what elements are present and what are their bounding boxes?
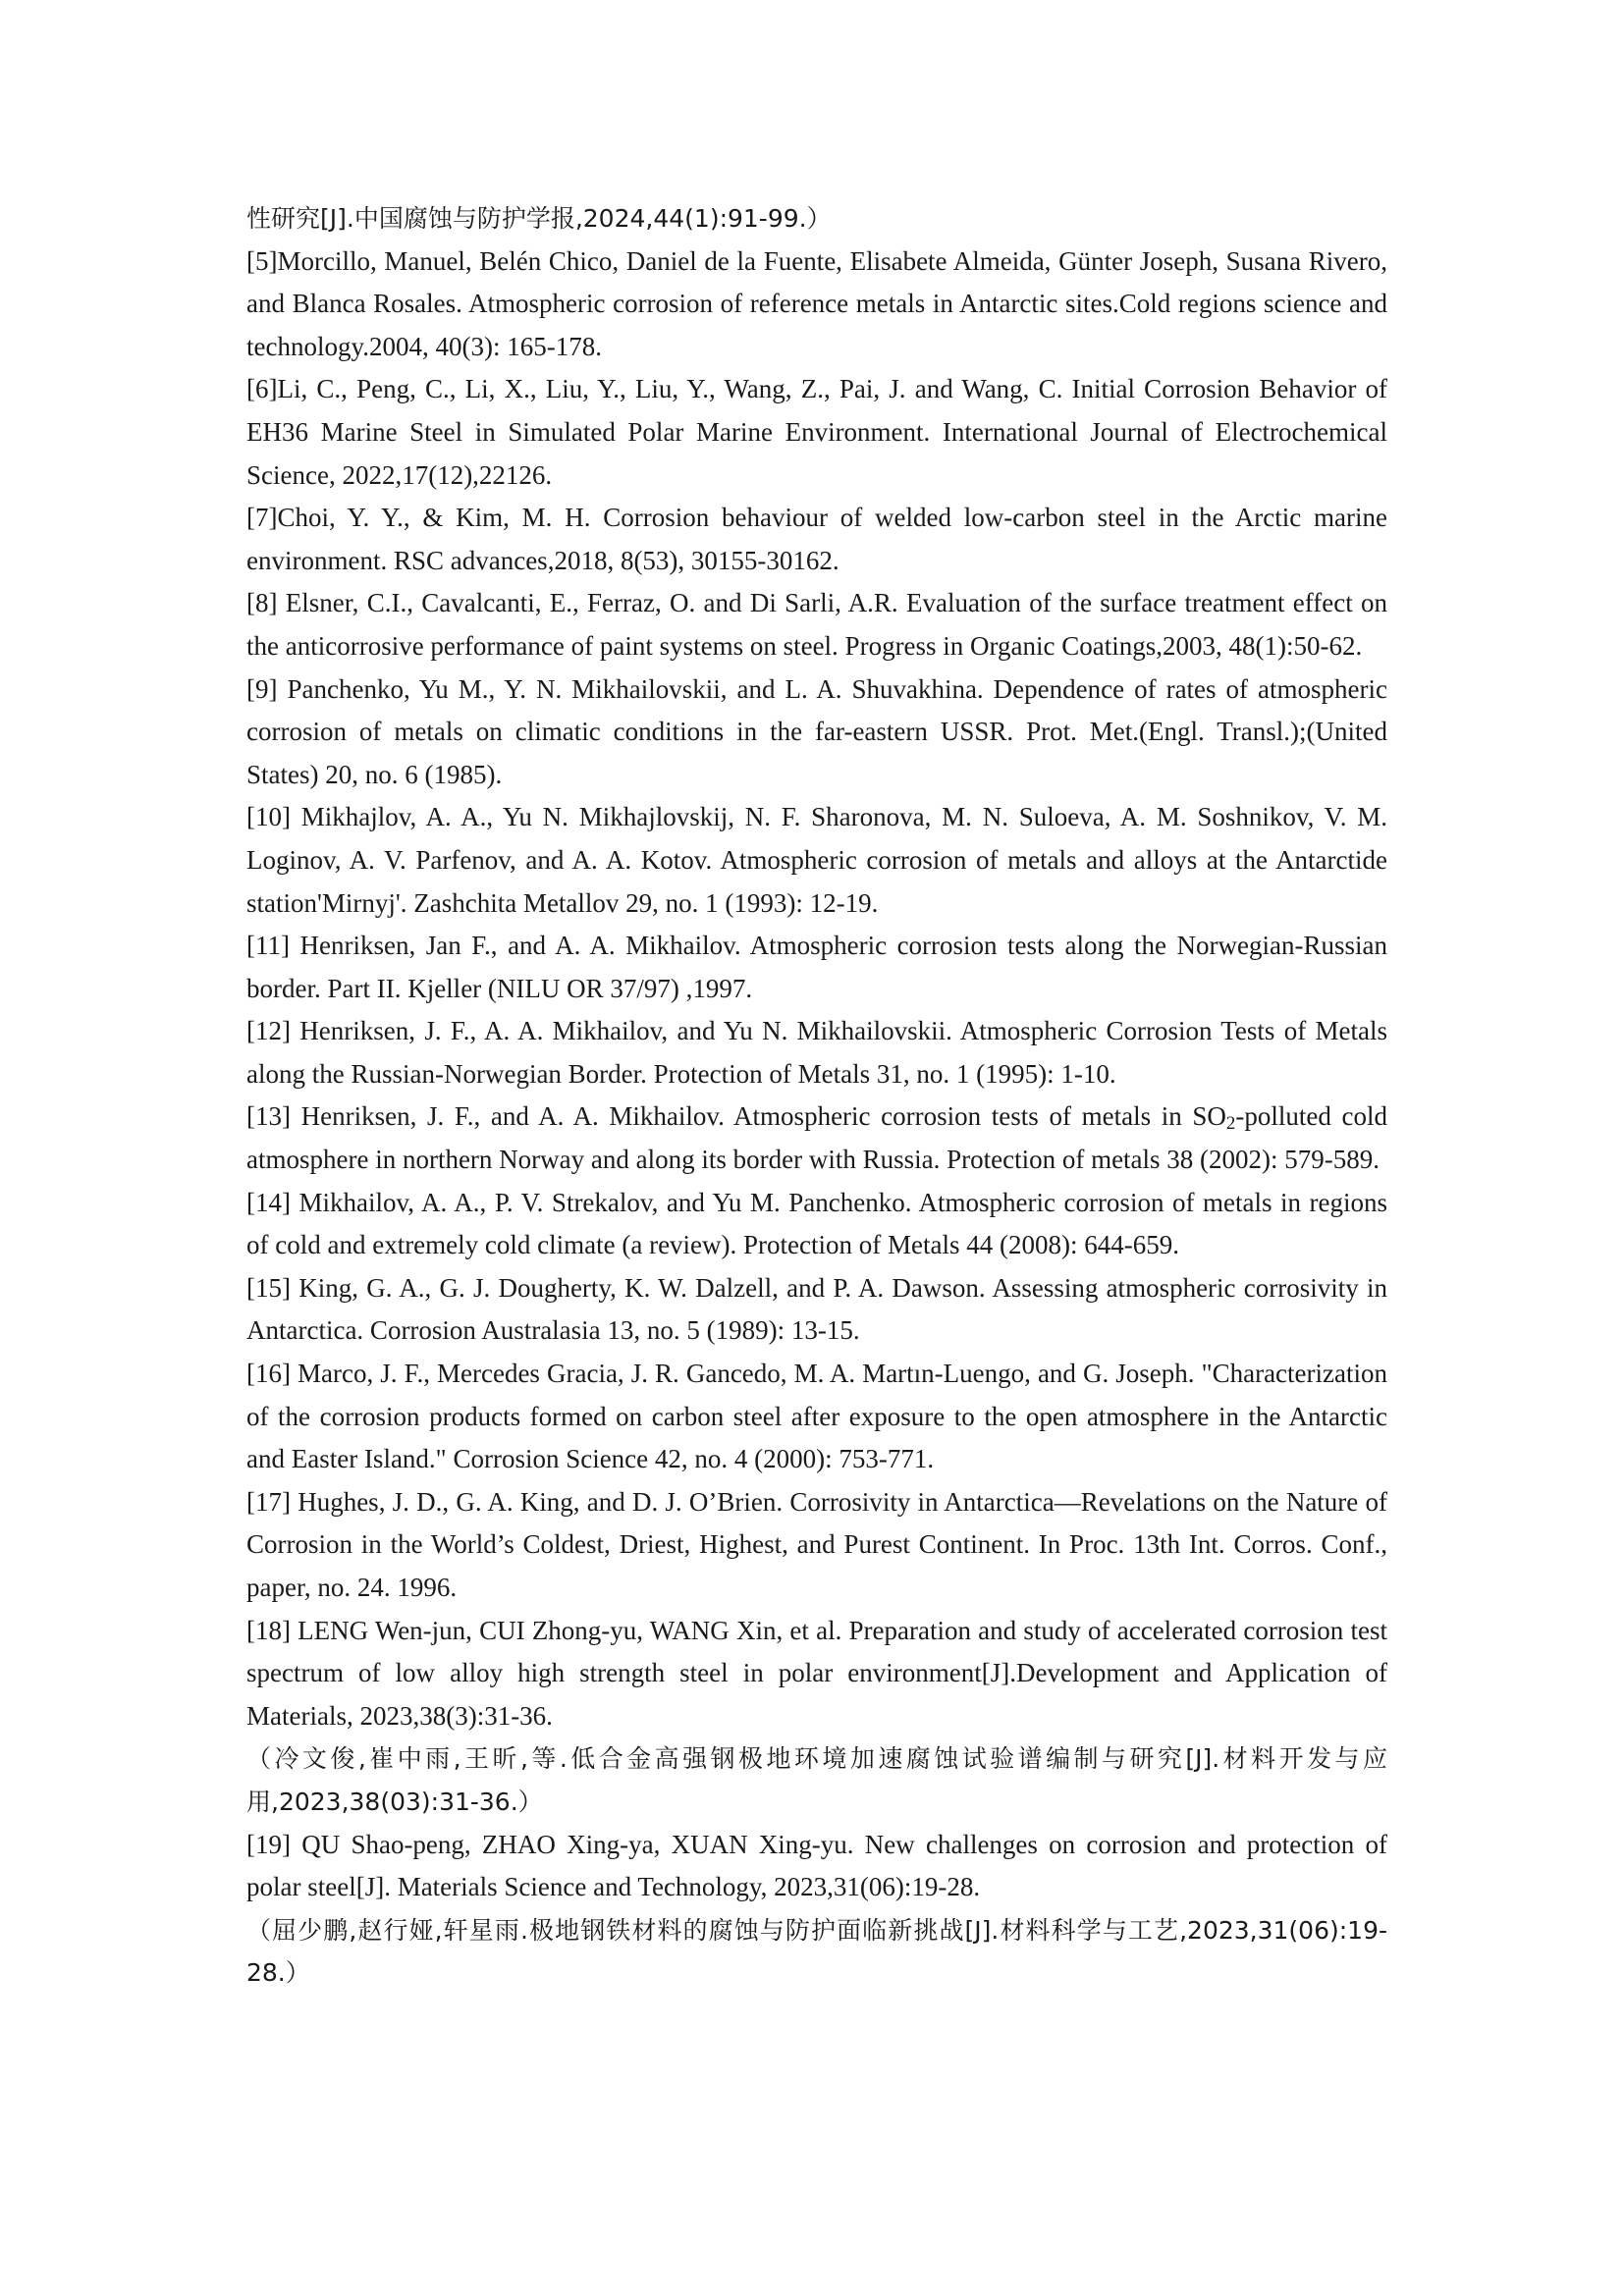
reference-17: [17] Hughes, J. D., G. A. King, and D. J. O’Brien. Corrosivity in Antarctica—Revelations on the Nature of Corrosion in the World’s Coldest, Driest, Highest, and Purest Continent. In Proc. 13th Int. Corros. Conf., paper, no. 24. 1996. <box>246 1486 1387 1602</box>
reference-6: [6]Li, C., Peng, C., Li, X., Liu, Y., Liu, Y., Wang, Z., Pai, J. and Wang, C. Initial Corrosion Behavior of EH36 Marine Steel in Simulated Polar Marine Environment. International Journal of Electrochemical Science, 2022,17(12),22126. <box>246 374 1387 490</box>
so2-subscript: 2 <box>1225 1113 1236 1135</box>
reference-13 <box>246 1095 1387 1181</box>
reference-7: [7]Choi, Y. Y., & Kim, M. H. Corrosion behaviour of welded low-carbon steel in the Arctic marine environment. RSC advances,2018, 8(53), 30155-30162. <box>246 503 1387 575</box>
reference-12: [12] Henriksen, J. F., A. A. Mikhailov, and Yu N. Mikhailovskii. Atmospheric Corrosion Tests of Metals along the Russian-Norwegian Border. Protection of Metals 31, no. 1 (1995): 1-10. <box>246 1016 1387 1089</box>
reference-18: [18] LENG Wen-jun, CUI Zhong-yu, WANG Xin, et al. Preparation and study of accelerated corrosion test spectrum of low alloy high strength steel in polar environment[J].Development and Application of Materials, 2023,38(3):31-36. <box>246 1615 1387 1731</box>
reference-4-chinese-continuation: 性研究[J].中国腐蚀与防护学报,2024,44(1):91-99.） <box>246 204 832 233</box>
reference-15: [15] King, G. A., G. J. Dougherty, K. W. Dalzell, and P. A. Dawson. Assessing atmospheric corrosivity in Antarctica. Corrosion Australasia 13, no. 5 (1989): 13-15. <box>246 1272 1387 1346</box>
reference-10: [10] Mikhajlov, A. A., Yu N. Mikhajlovskij, N. F. Sharonova, M. N. Suloeva, A. M. Soshnikov, V. M. Loginov, A. V. Parfenov, and A. A. Kotov. Atmospheric corrosion of metals and alloys at the Antarctide station'Mirnyj'. Zashchita Metallov 29, no. 1 (1993): 12-19. <box>246 802 1387 918</box>
reference-13-text-start: [13] Henriksen, J. F., and A. A. Mikhailov. Atmospheric corrosion tests of metals in SO <box>246 1101 1226 1132</box>
reference-14: [14] Mikhailov, A. A., P. V. Strekalov, and Yu M. Panchenko. Atmospheric corrosion of metals in regions of cold and extremely cold climate (a review). Protection of Metals 44 (2008): 644-659. <box>246 1187 1387 1260</box>
reference-16: [16] Marco, J. F., Mercedes Gracia, J. R. Gancedo, M. A. Martın-Luengo, and G. Joseph. "Characterization of the corrosion products formed on carbon steel after exposure to the open atmosphere in the Antarctic and Easter Island." Corrosion Science 42, no. 4 (2000): 753-771. <box>246 1359 1387 1474</box>
reference-5: [5]Morcillo, Manuel, Belén Chico, Daniel de la Fuente, Elisabete Almeida, Günter Joseph, Susana Rivero, and Blanca Rosales. Atmospheric corrosion of reference metals in Antarctic sites.Cold regions science and technology.2004, 40(3): 165-178. <box>246 245 1387 361</box>
reference-list <box>246 197 1387 1995</box>
reference-19: [19] QU Shao-peng, ZHAO Xing-ya, XUAN Xing-yu. New challenges on corrosion and protection of polar steel[J]. Materials Science and Technology, 2023,31(06):19-28. <box>246 1829 1387 1902</box>
reference-11: [11] Henriksen, Jan F., and A. A. Mikhailov. Atmospheric corrosion tests along the Norwegian-Russian border. Part II. Kjeller (NILU OR 37/97) ,1997. <box>246 931 1387 1003</box>
reference-18-chinese: （冷文俊,崔中雨,王昕,等.低合金高强钢极地环境加速腐蚀试验谱编制与研究[J].材料开发与应用,2023,38(03):31-36.） <box>246 1744 1387 1816</box>
reference-13-text-end: -polluted cold atmosphere in northern Norway and along its border with Russia. Protection of metals 38 (2002): 579-589. <box>246 1101 1387 1175</box>
reference-19-chinese: （屈少鹏,赵行娅,轩星雨.极地钢铁材料的腐蚀与防护面临新挑战[J].材料科学与工艺,2023,31(06):19-28.） <box>246 1915 1387 1988</box>
reference-9: [9] Panchenko, Yu M., Y. N. Mikhailovskii, and L. A. Shuvakhina. Dependence of rates of atmospheric corrosion of metals on climatic conditions in the far-eastern USSR. Prot. Met.(Engl. Transl.);(United States) 20, no. 6 (1985). <box>246 673 1387 789</box>
reference-8: [8] Elsner, C.I., Cavalcanti, E., Ferraz, O. and Di Sarli, A.R. Evaluation of the surface treatment effect on the anticorrosive performance of paint systems on steel. Progress in Organic Coatings,2003, 48(1):50-62. <box>246 588 1387 661</box>
